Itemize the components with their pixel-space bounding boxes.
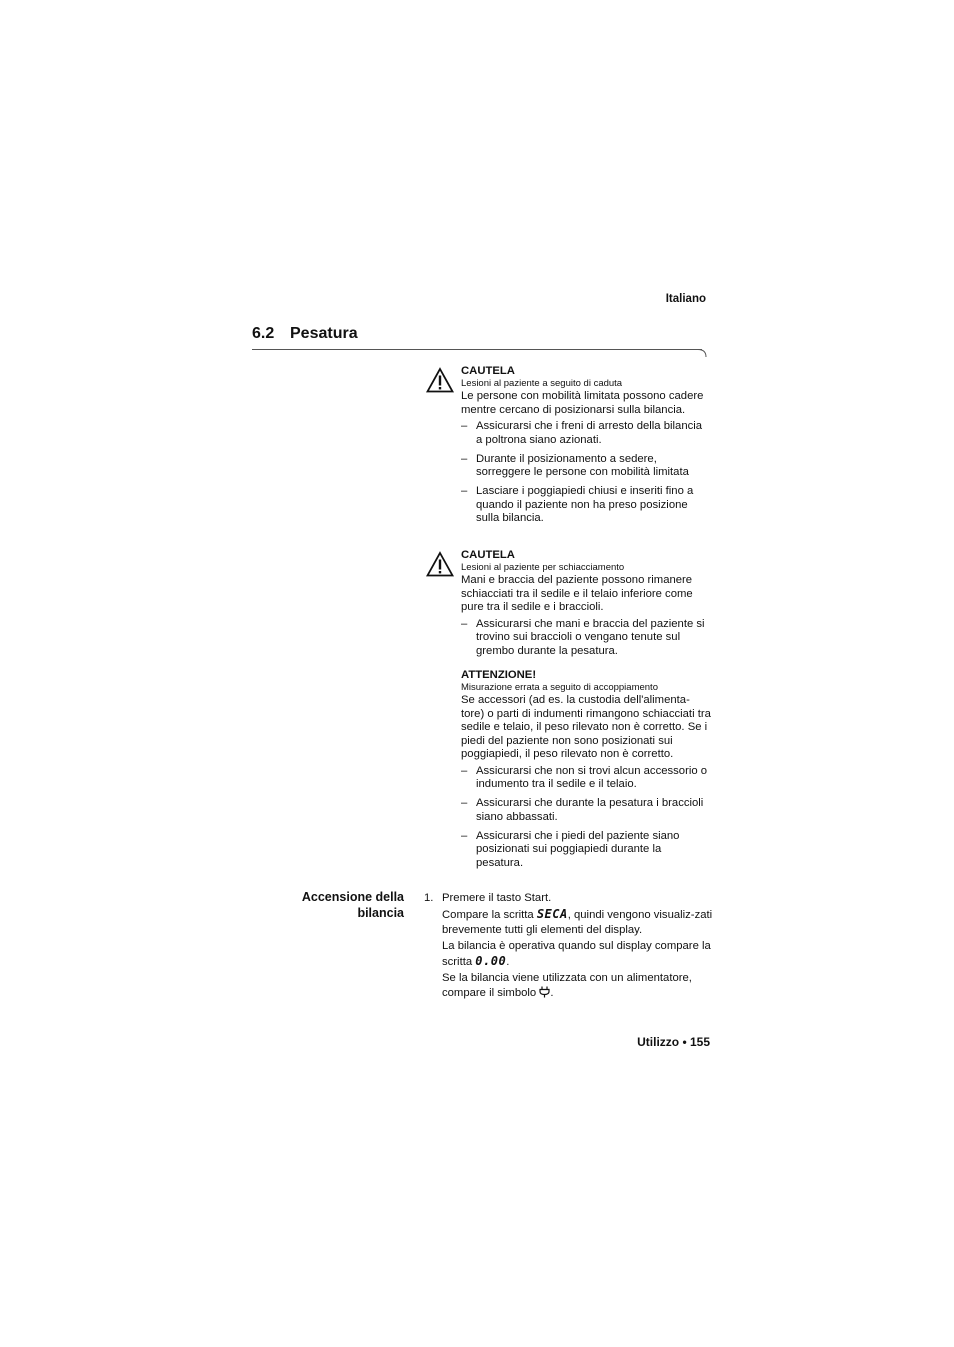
dash-marker: –	[461, 420, 468, 432]
section-divider	[252, 349, 702, 350]
page-footer: Utilizzo • 155	[637, 1035, 710, 1049]
list-item	[461, 765, 711, 792]
warning-heading: CAUTELA	[461, 365, 515, 377]
attention-subheading: Misurazione errata a seguito di accoppiamento	[461, 682, 658, 693]
warning-subheading: Lesioni al paziente per schiacciamento	[461, 562, 625, 573]
warning-list	[461, 420, 711, 526]
subsection-heading-line: bilancia	[357, 906, 404, 920]
attention-list	[461, 765, 711, 871]
section-number: 6.2	[252, 325, 275, 342]
attention-block	[461, 668, 711, 876]
warning-block-1	[461, 364, 711, 531]
warning-heading: CAUTELA	[461, 549, 515, 561]
step-paragraph	[424, 939, 714, 970]
dash-marker: –	[461, 764, 468, 777]
list-item	[461, 830, 711, 871]
attention-text: Se accessori (ad es. la custodia dell'alimenta-tore) o parti di indumenti rimangono schiacciati tra sedile e telaio, il peso rilevato non è corretto. Se i piedi del paziente non sono posizionati sui poggiapiedi, il peso rilevato non è corretto.	[461, 694, 711, 760]
dash-marker: –	[461, 485, 468, 497]
list-item	[461, 485, 711, 526]
paragraph-text: .	[550, 987, 554, 999]
list-item-text: Durante il posizionamento a sedere, sorreggere le persone con mobilità limitata	[476, 452, 689, 478]
warning-triangle-icon	[426, 551, 454, 577]
step-text: Premere il tasto Start.	[442, 892, 552, 904]
list-item-text: Assicurarsi che mani e braccia del paziente si trovino sui braccioli o vengano tenute sul grembo durante la pesatura.	[476, 617, 705, 657]
list-item-text: Assicurarsi che non si trovi alcun accessorio o indumento tra il sedile e il telaio.	[476, 764, 708, 790]
language-label: Italiano	[665, 293, 706, 305]
dash-marker: –	[461, 617, 468, 630]
paragraph-text: La bilancia è operativa quando sul display compare la scritta	[442, 940, 711, 968]
list-item	[461, 453, 711, 480]
list-item	[461, 797, 711, 824]
list-item-text: Assicurarsi che durante la pesatura i braccioli siano abbassati.	[476, 797, 704, 823]
paragraph-text: .	[506, 956, 510, 968]
paragraph-text: , quindi vengono visualiz-zati brevemente tutti gli elementi del display.	[442, 909, 713, 936]
paragraph-text: Se la bilancia viene utilizzata con un alimentatore, compare il simbolo	[442, 972, 692, 999]
warning-text: Le persone con mobilità limitata possono cadere mentre cercano di posizionarsi sulla bilancia.	[461, 390, 704, 416]
step-item	[424, 891, 714, 906]
list-item-text: Assicurarsi che i freni di arresto della bilancia a poltrona siano azionati.	[476, 420, 703, 446]
divider-curve-decoration	[698, 349, 708, 357]
attention-heading: ATTENZIONE!	[461, 669, 537, 681]
power-plug-icon	[539, 986, 550, 998]
display-readout-zero: 0.00	[475, 954, 507, 968]
warning-block-2	[461, 548, 711, 664]
list-item	[461, 618, 711, 659]
step-list	[424, 891, 714, 1001]
dash-marker: –	[461, 452, 468, 465]
warning-text: Mani e braccia del paziente possono rimanere schiacciati tra il sedile e il telaio inferiore come pure tra il sedile e i braccioli.	[461, 574, 693, 613]
step-number: 1.	[424, 892, 434, 904]
section-title-text: Pesatura	[290, 325, 358, 342]
step-paragraph	[424, 907, 714, 938]
warning-list	[461, 618, 711, 659]
list-item	[461, 420, 711, 447]
subsection-heading-line: Accensione della	[301, 890, 404, 904]
subsection-heading	[244, 889, 404, 921]
dash-marker: –	[461, 797, 468, 809]
warning-triangle-icon	[426, 367, 454, 393]
list-item-text: Assicurarsi che i piedi del paziente siano posizionati sui poggiapiedi durante la pesatura.	[476, 829, 680, 869]
warning-subheading: Lesioni al paziente a seguito di caduta	[461, 378, 623, 389]
section-title	[252, 325, 358, 343]
list-item-text: Lasciare i poggiapiedi chiusi e inseriti fino a quando il paziente non ha preso posizione sulla bilancia.	[476, 485, 694, 524]
paragraph-text: Compare la scritta	[442, 909, 537, 921]
step-paragraph	[424, 971, 714, 1001]
display-readout-seca: SECA	[536, 907, 568, 921]
dash-marker: –	[461, 829, 468, 842]
